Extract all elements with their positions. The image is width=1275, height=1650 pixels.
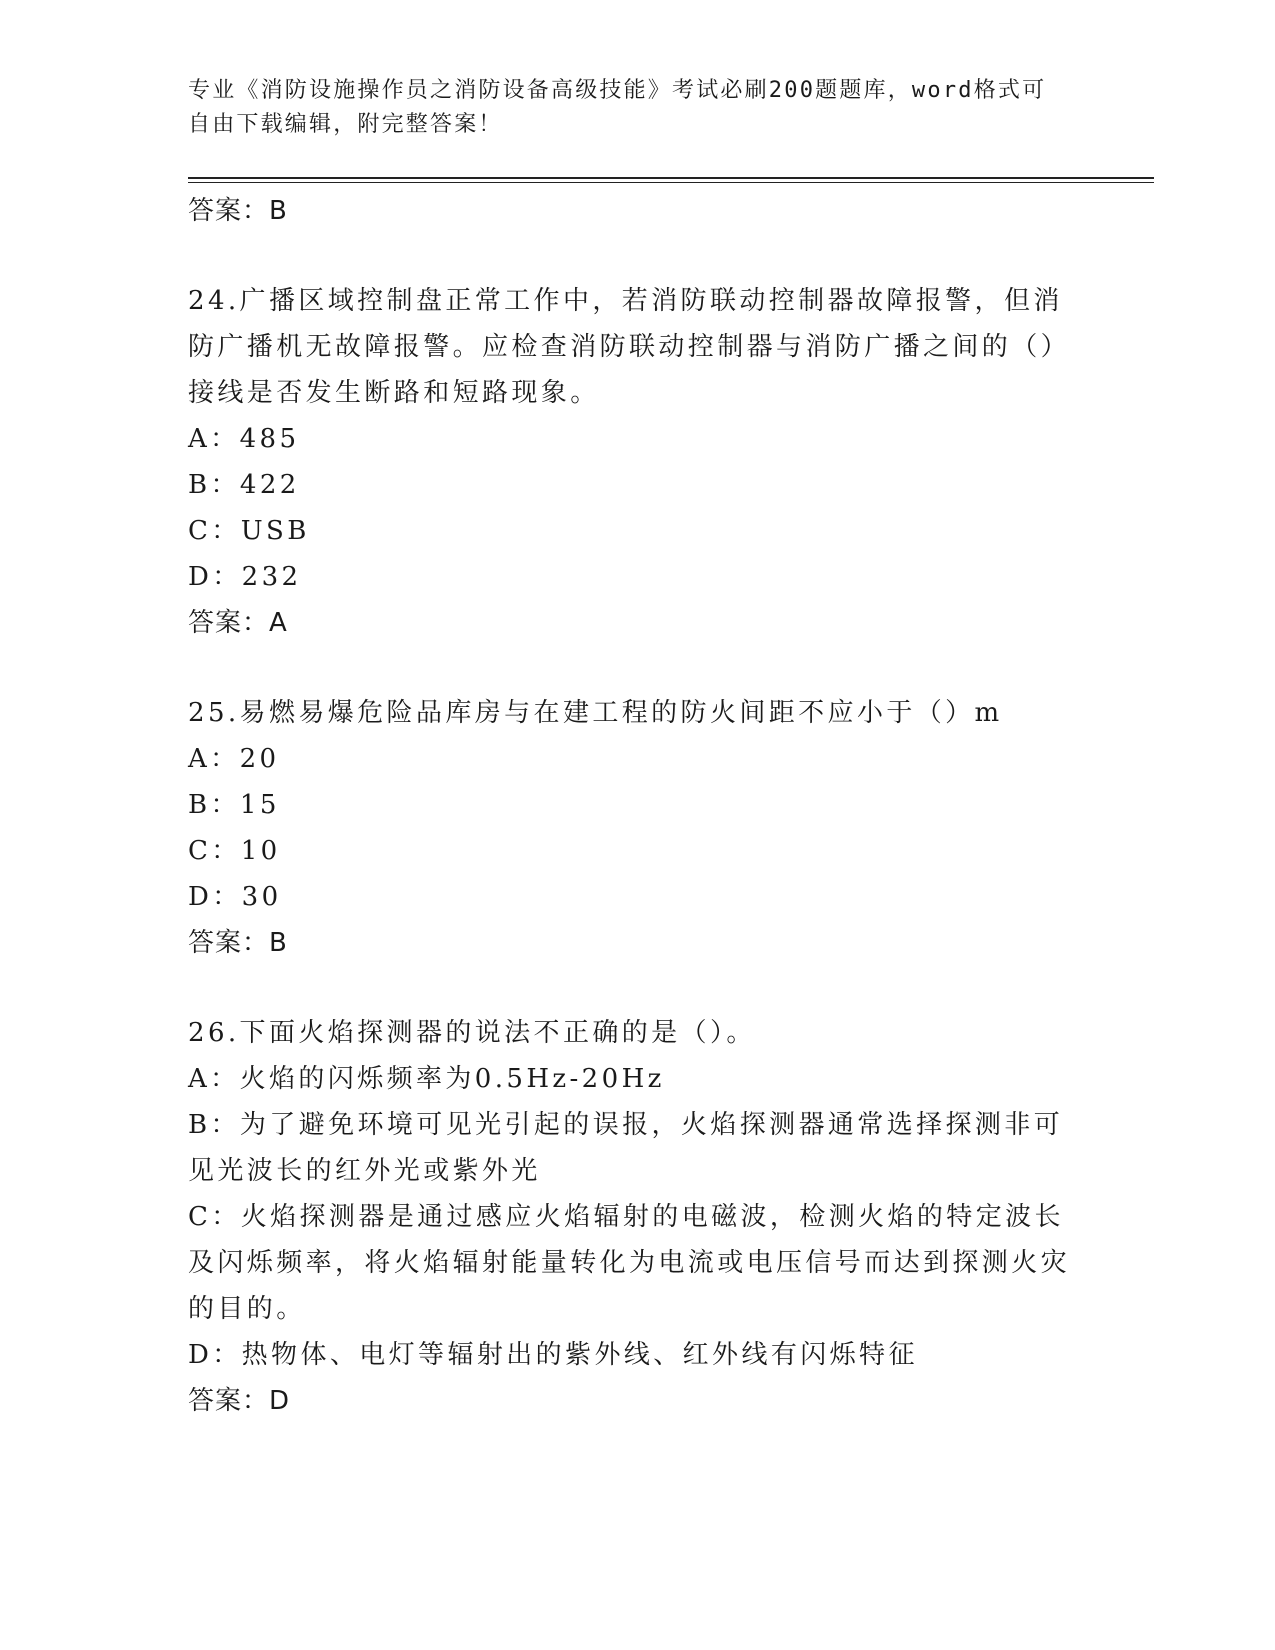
header-line-1: 专业《消防设施操作员之消防设备高级技能》考试必刷200题题库，word格式可 (188, 78, 1047, 103)
option-b: B：15 (188, 790, 280, 820)
question-answer: 答案：D (188, 1386, 291, 1416)
question-stem: 24.广播区域控制盘正常工作中，若消防联动控制器故障报警，但消防广播机无故障报警。应检查消防联动控制器与消防广播之间的（）接线是否发生断路和短路现象。 (188, 286, 1071, 408)
question-25 (188, 690, 1088, 966)
question-answer: 答案：B (188, 928, 288, 958)
question-24 (188, 278, 1088, 646)
option-d: D：30 (188, 882, 282, 912)
header-rule-thick (188, 177, 1154, 179)
question-26 (188, 1010, 1088, 1424)
option-a: A：火焰的闪烁频率为0.5Hz-20Hz (188, 1064, 665, 1094)
document-header (188, 74, 1068, 142)
header-rule-thin (188, 182, 1154, 183)
option-a: A：20 (188, 744, 280, 774)
option-a: A：485 (188, 424, 300, 454)
header-line-2: 自由下载编辑，附完整答案！ (188, 112, 503, 137)
option-d: D：232 (188, 562, 302, 592)
option-b: B：为了避免环境可见光引起的误报，火焰探测器通常选择探测非可见光波长的红外光或紫外光 (188, 1110, 1064, 1186)
question-list (188, 188, 1088, 1424)
question-answer: 答案：A (188, 608, 288, 638)
option-c: C：火焰探测器是通过感应火焰辐射的电磁波，检测火焰的特定波长及闪烁频率，将火焰辐射能量转化为电流或电压信号而达到探测火灾的目的。 (188, 1202, 1071, 1324)
question-stem: 25.易燃易爆危险品库房与在建工程的防火间距不应小于（）m (188, 698, 1003, 728)
previous-answer: 答案：B (188, 196, 288, 226)
option-c: C：USB (188, 516, 310, 546)
option-c: C：10 (188, 836, 281, 866)
option-b: B：422 (188, 470, 300, 500)
question-stem: 26.下面火焰探测器的说法不正确的是（）。 (188, 1018, 756, 1048)
option-d: D：热物体、电灯等辐射出的紫外线、红外线有闪烁特征 (188, 1340, 918, 1370)
